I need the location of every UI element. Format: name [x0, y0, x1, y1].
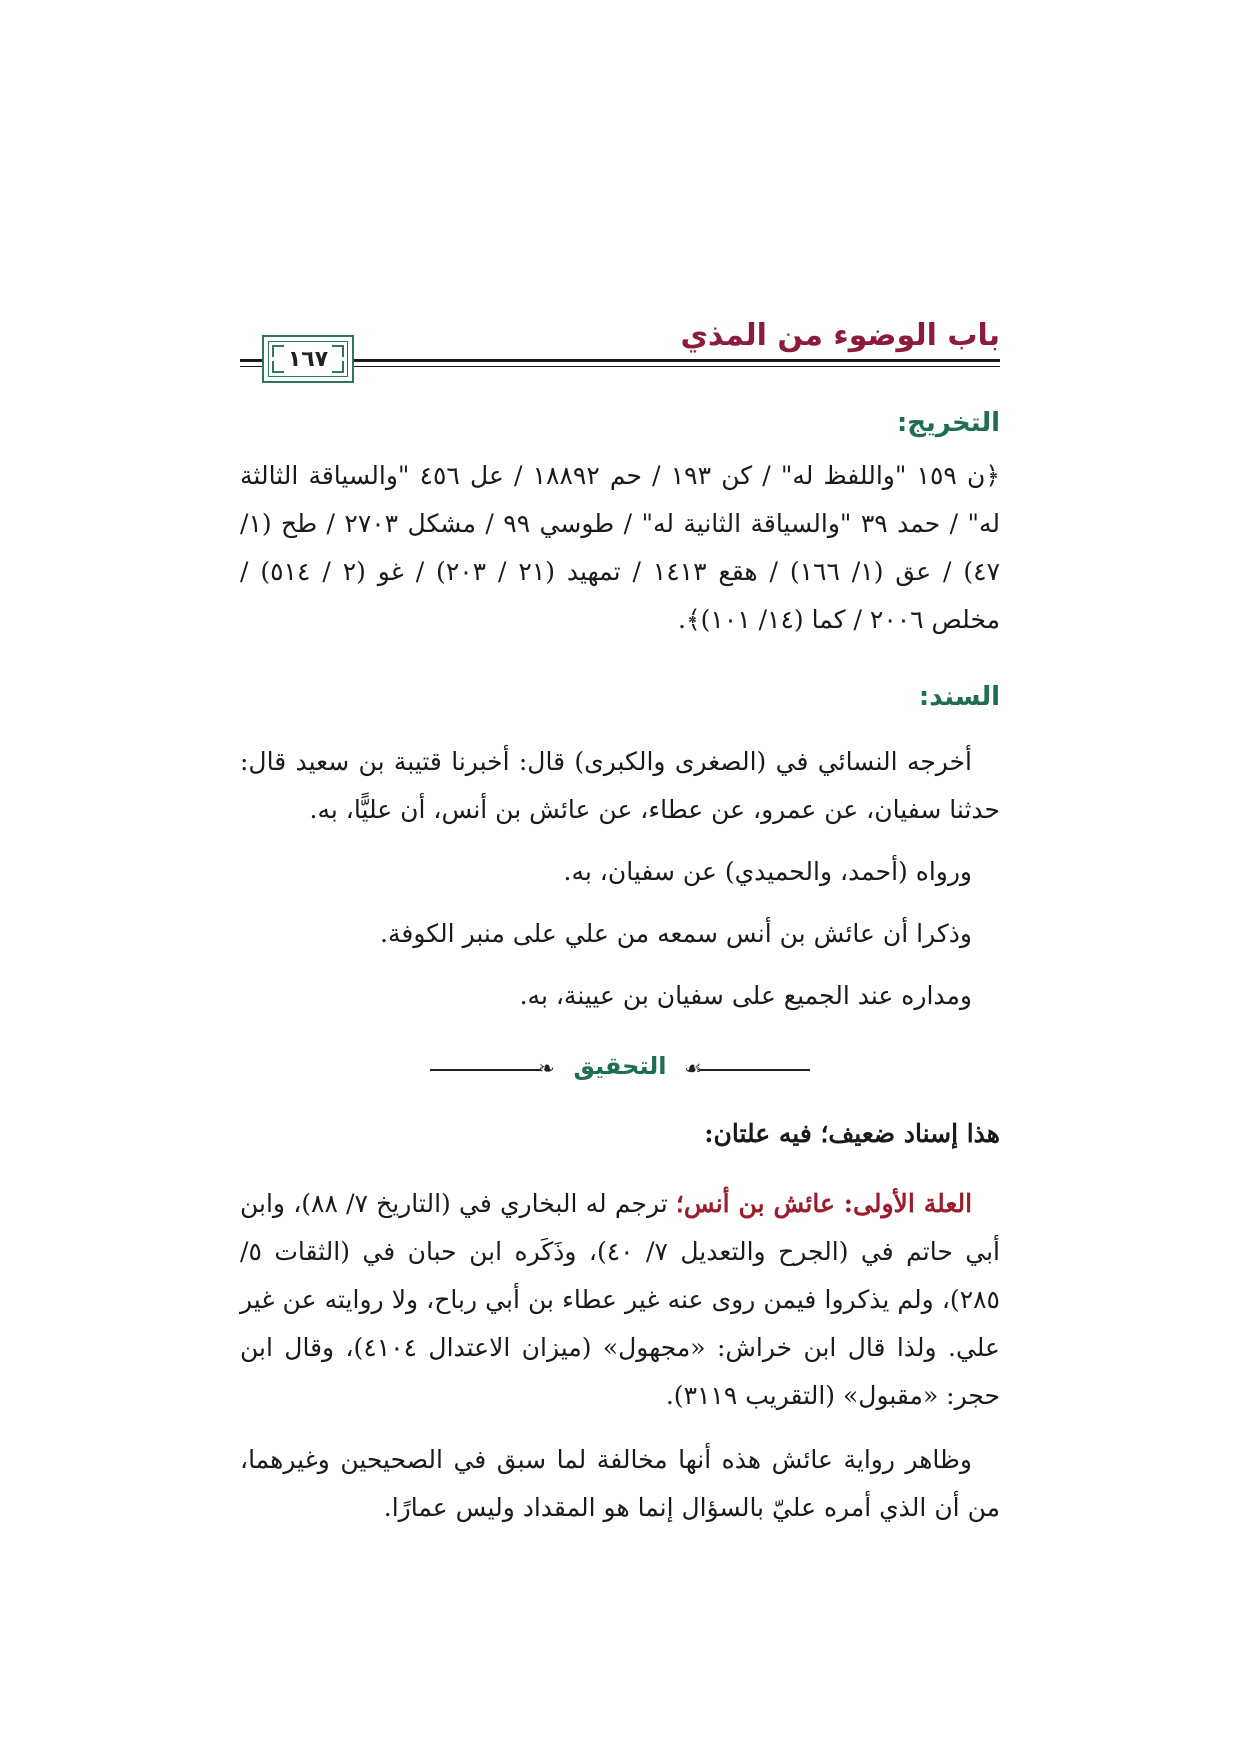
tahqiq-section [240, 1110, 1000, 1532]
sanad-section [240, 738, 1000, 1020]
ornament-corner-icon [272, 361, 284, 373]
page-number-badge [262, 335, 354, 383]
ornament-flourish-icon: ☙ [684, 1056, 702, 1080]
illa-paragraph [240, 1180, 1000, 1420]
sanad-paragraph: أخرجه النسائي في (الصغرى والكبرى) قال: أخبرنا قتيبة بن سعيد قال: حدثنا سفيان، عن عمرو، عن عطاء، عن عائش بن أنس، أن عليًّا، به. [240, 747, 1000, 824]
ornament-corner-icon [332, 345, 344, 357]
closing-paragraph: وظاهر رواية عائش هذه أنها مخالفة لما سبق في الصحيحين وغيرهما، من أن الذي أمره عليّ بالسؤال إنما هو المقداد وليس عمارًا. [240, 1445, 1000, 1522]
takhrij-heading: التخريج: [896, 408, 1000, 438]
chapter-title: باب الوضوء من المذي [680, 318, 1000, 353]
takhrij-text: ﴿ن ١٥٩ "واللفظ له" / كن ١٩٣ / حم ١٨٨٩٢ / عل ٤٥٦ "والسياقة الثالثة له" / حمد ٣٩ "والسياقة الثانية له" / طوسي ٩٩ / مشكل ٢٧٠٣ / طح (١/ ٤٧) / عق (١/ ١٦٦) / هقع ١٤١٣ / تمهيد (٢١ / ٢٠٣) / غو (٢ / ٥١٤) / مخلص ٢٠٠٦ / كما (١٤/ ١٠١)﴾. [240, 461, 1001, 634]
tahqiq-divider [430, 1050, 810, 1090]
tahqiq-heading: التحقيق [573, 1052, 667, 1080]
takhrij-section [240, 452, 1000, 644]
sanad-heading: السند: [918, 682, 1000, 712]
header-rule-thin [240, 366, 1000, 367]
tahqiq-lead: هذا إسناد ضعيف؛ فيه علتان: [704, 1119, 1000, 1148]
ornament-corner-icon [272, 345, 284, 357]
header-rule-thick [240, 359, 1000, 362]
ornament-flourish-icon: ❧ [538, 1056, 555, 1080]
sanad-paragraph: ورواه (أحمد، والحميدي) عن سفيان، به. [563, 857, 972, 886]
illa-label: العلة الأولى: عائش بن أنس؛ [675, 1189, 973, 1218]
sanad-paragraph: وذكرا أن عائش بن أنس سمعه من علي على منبر الكوفة. [380, 919, 972, 948]
page-number: ١٦٧ [287, 346, 329, 372]
illa-text: ترجم له البخاري في (التاريخ ٧/ ٨٨)، وابن أبي حاتم في (الجرح والتعديل ٧/ ٤٠)، وذَكَره ابن حبان في (الثقات ٥/ ٢٨٥)، ولم يذكروا فيمن روى عنه غير عطاء بن أبي رباح، ولا روايته عن غير علي. ولذا قال ابن خراش: «مجهول» (ميزان الاعتدال ٤١٠٤)، وقال ابن حجر: «مقبول» (التقريب ٣١١٩). [240, 1189, 1000, 1410]
sanad-paragraph: ومداره عند الجميع على سفيان بن عيينة، به. [519, 981, 972, 1010]
ornament-corner-icon [332, 361, 344, 373]
